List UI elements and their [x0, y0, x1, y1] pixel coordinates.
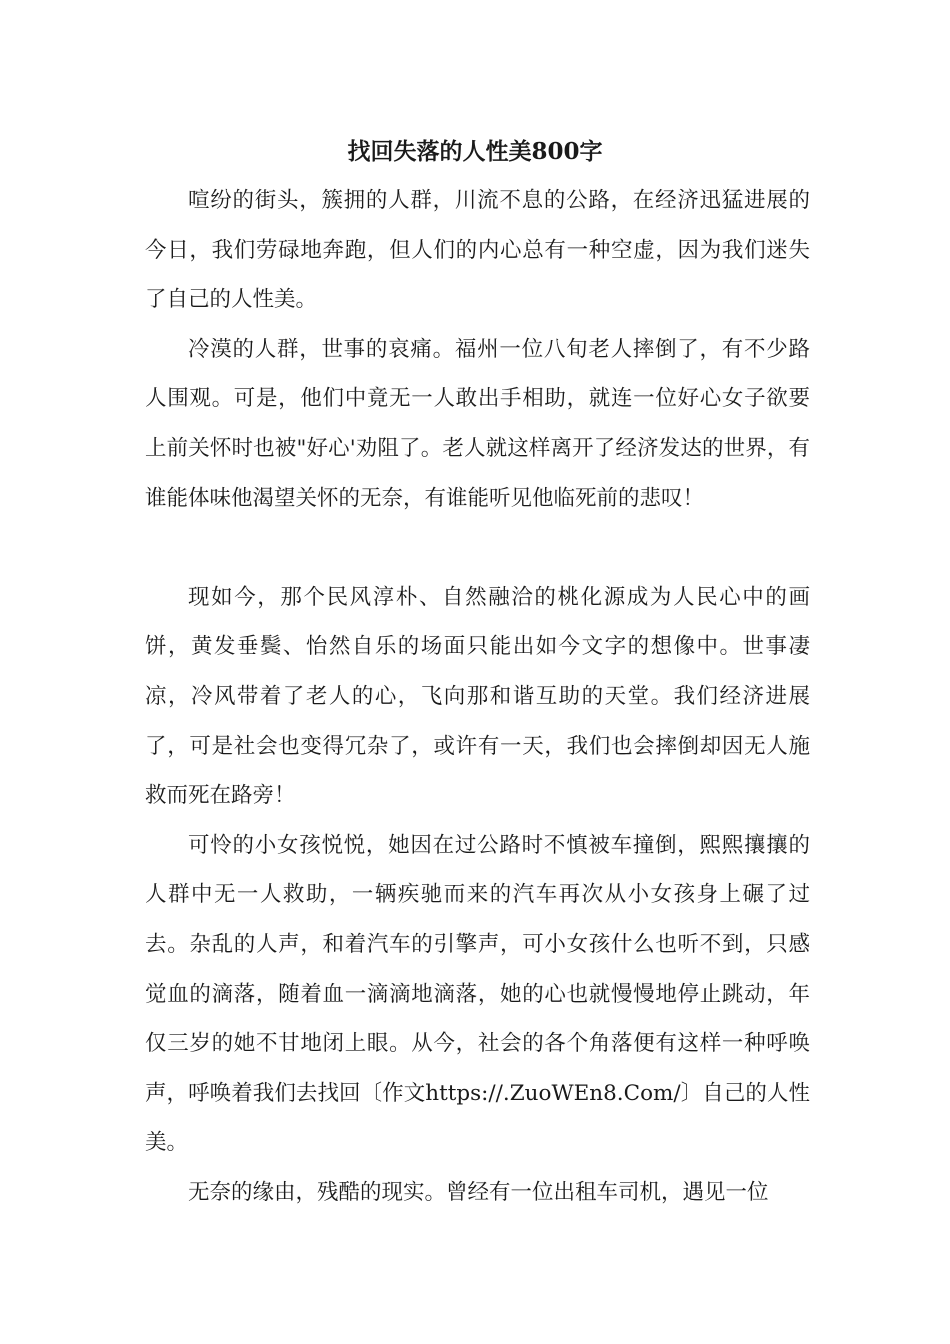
paragraph: 喧纷的街头，簇拥的人群，川流不息的公路，在经济迅猛进展的今日，我们劳碌地奔跑，但人们的内心总有一种空虚，因为我们迷失了自己的人性美。 [145, 188, 810, 313]
paragraph: 无奈的缘由，残酷的现实。曾经有一位出租车司机，遇见一位 [188, 1179, 769, 1205]
document-title: 找回失落的人性美800字 [347, 138, 603, 165]
paragraph: 可怜的小女孩悦悦，她因在过公路时不慎被车撞倒，熙熙攘攘的人群中无一人救助，一辆疾驰而来的汽车再次从小女孩身上碾了过去。杂乱的人声，和着汽车的引擎声，可小女孩什么也听不到，只感觉血的滴落，随着血一滴滴地滴落，她的心也就慢慢地停止跳动，年仅三岁的她不甘地闭上眼。从今，社会的各个角落便有这样一种呼唤声，呼唤着我们去找回〔作文https://.ZuoWEn8.Com/〕自己的人性美。 [145, 832, 810, 1156]
paragraph: 现如今，那个民风淳朴、自然融洽的桃化源成为人民心中的画饼，黄发垂鬓、怡然自乐的场面只能出如今文字的想像中。世事凄凉，冷风带着了老人的心，飞向那和谐互助的天堂。我们经济进展了，可是社会也变得冗杂了，或许有一天，我们也会摔倒却因无人施救而死在路旁！ [145, 584, 810, 809]
paragraph: 冷漠的人群，世事的哀痛。福州一位八旬老人摔倒了，有不少路人围观。可是，他们中竟无一人敢出手相助，就连一位好心女子欲要上前关怀时也被"好心'劝阻了。老人就这样离开了经济发达的世界，有谁能体味他渴望关怀的无奈，有谁能听见他临死前的悲叹！ [145, 336, 810, 511]
document-body [145, 176, 810, 1217]
